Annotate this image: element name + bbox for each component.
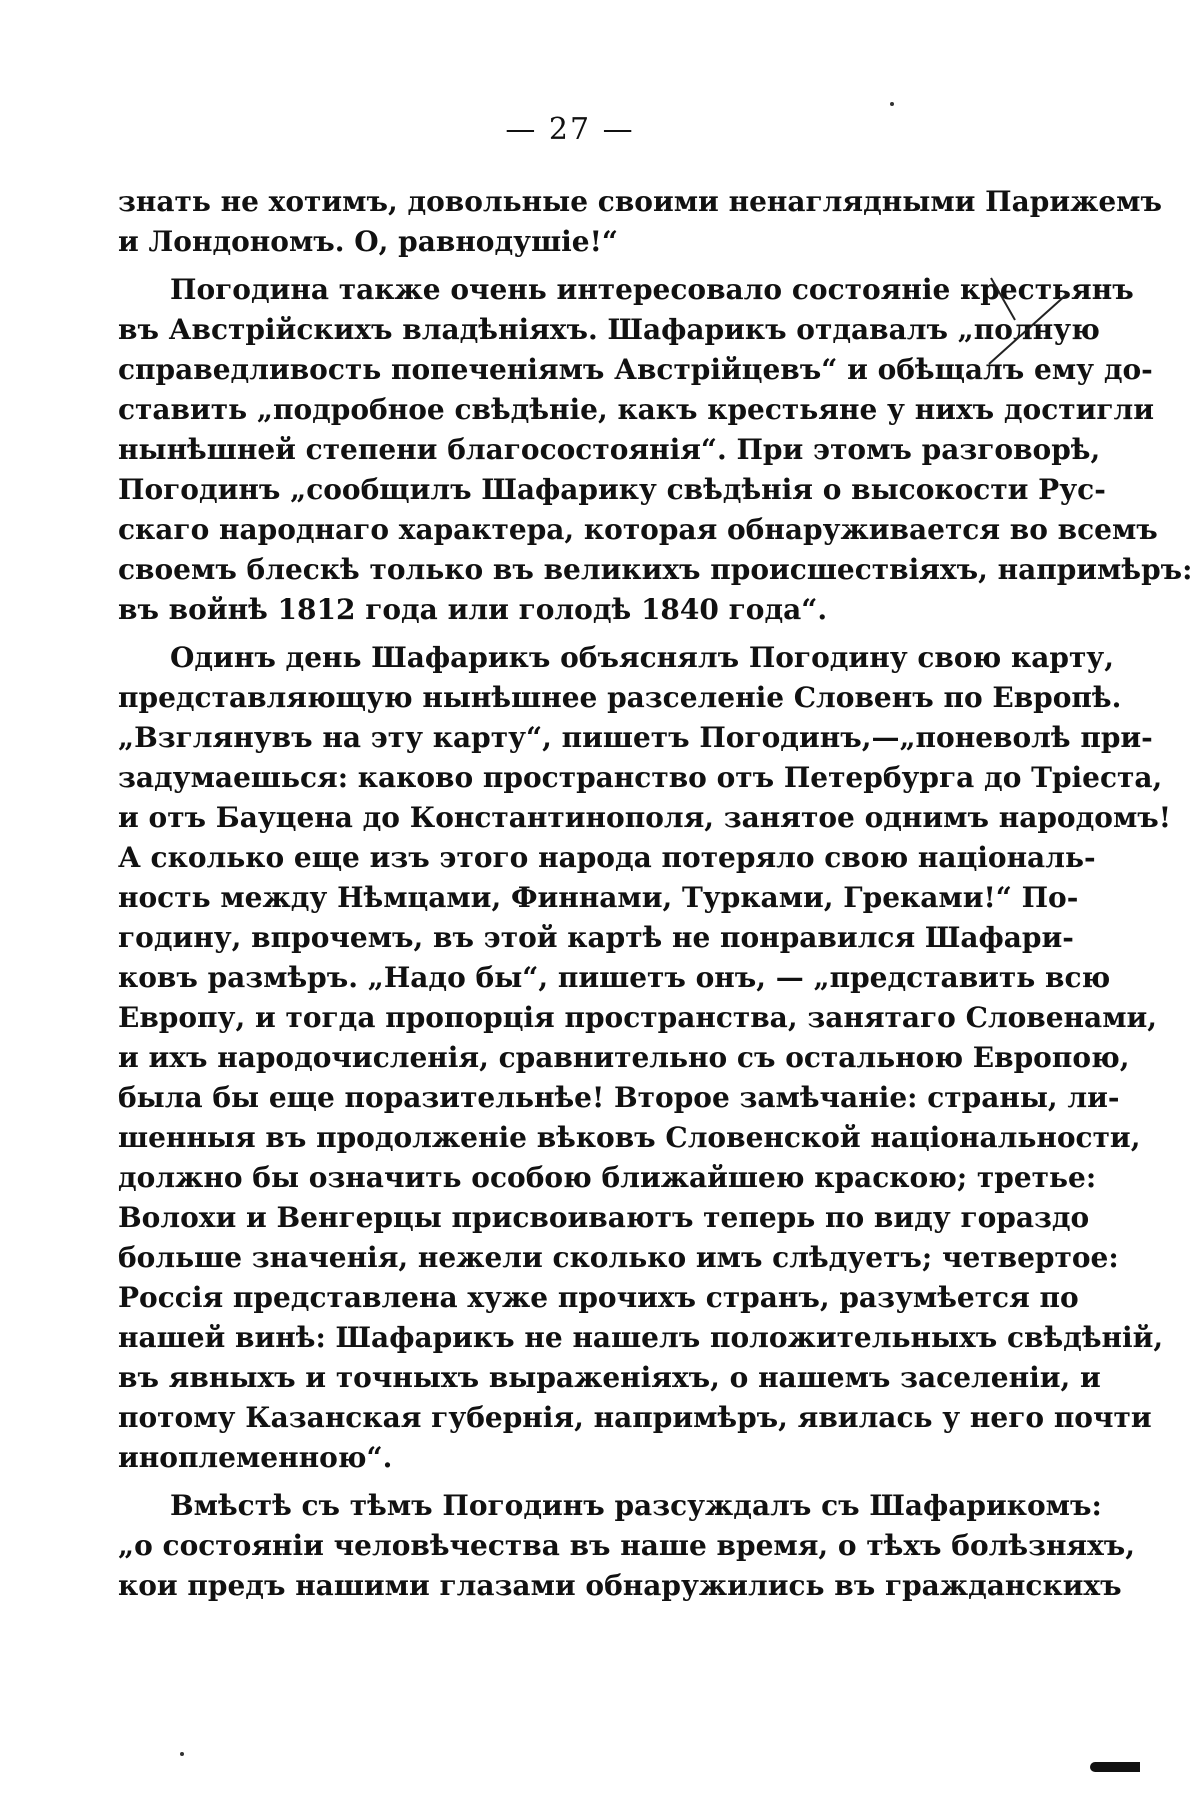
text-line: своемъ блескѣ только въ великихъ происшествіяхъ, напримѣръ: xyxy=(118,553,1192,586)
text-line: нынѣшней степени благосостоянія“. При этомъ разговорѣ, xyxy=(118,433,1101,466)
text-line: и отъ Бауцена до Константинополя, занятое однимъ народомъ! xyxy=(118,801,1172,834)
text-line: шенныя въ продолженіе вѣковъ Словенской національности, xyxy=(118,1121,1141,1154)
text-line: и Лондономъ. О, равнодушіе!“ xyxy=(118,225,619,258)
text-line: ковъ размѣръ. „Надо бы“, пишетъ онъ, — „представить всю xyxy=(118,961,1111,994)
text-line: знать не хотимъ, довольные своими ненаглядными Парижемъ xyxy=(118,185,1162,218)
text-line: должно бы означить особою ближайшею краскою; третье: xyxy=(118,1161,1097,1194)
text-line: задумаешься: каково пространство отъ Петербурга до Тріеста, xyxy=(118,761,1163,794)
text-line: была бы еще поразительнѣе! Второе замѣчаніе: страны, ли- xyxy=(118,1081,1120,1114)
text-line: потому Казанская губернія, напримѣръ, явилась у него почти xyxy=(118,1401,1152,1434)
text-line: кои предъ нашими глазами обнаружились въ гражданскихъ xyxy=(118,1569,1122,1602)
page-number: — 27 — xyxy=(505,112,635,147)
text-line: Волохи и Венгерцы присвоиваютъ теперь по виду гораздо xyxy=(118,1201,1090,1234)
text-line: ность между Нѣмцами, Финнами, Турками, Греками!“ По- xyxy=(118,881,1079,914)
text-line: и ихъ народочисленія, сравнительно съ остальною Европою, xyxy=(118,1041,1130,1074)
text-line: „о состояніи человѣчества въ наше время, о тѣхъ болѣзняхъ, xyxy=(118,1529,1136,1562)
text-line: А сколько еще изъ этого народа потеряло свою національ- xyxy=(118,841,1096,874)
text-line: въ явныхъ и точныхъ выраженіяхъ, о нашемъ заселеніи, и xyxy=(118,1361,1101,1394)
ink-speck xyxy=(890,102,894,106)
text-line: „Взглянувъ на эту карту“, пишетъ Погодинъ,—„поневолѣ при- xyxy=(118,721,1153,754)
paragraph-start-line: Погодина также очень интересовало состояніе крестьянъ xyxy=(170,273,1134,306)
text-line: справедливость попеченіямъ Австрійцевъ“ и обѣщалъ ему до- xyxy=(118,353,1153,386)
text-line: скаго народнаго характера, которая обнаруживается во всемъ xyxy=(118,513,1158,546)
text-line: Погодинъ „сообщилъ Шафарику свѣдѣнія о высокости Рус- xyxy=(118,473,1106,506)
paragraph-start-line: Одинъ день Шафарикъ объяснялъ Погодину свою карту, xyxy=(170,641,1114,674)
paragraph-start-line: Вмѣстѣ съ тѣмъ Погодинъ разсуждалъ съ Шафарикомъ: xyxy=(170,1489,1102,1522)
text-line: больше значенія, нежели сколько имъ слѣдуетъ; четвертое: xyxy=(118,1241,1119,1274)
text-line: представляющую нынѣшнее разселеніе Словенъ по Европѣ. xyxy=(118,681,1122,714)
text-line: Европу, и тогда пропорція пространства, занятаго Словенами, xyxy=(118,1001,1158,1034)
text-line: въ войнѣ 1812 года или голодѣ 1840 года“. xyxy=(118,593,828,626)
page-body-text xyxy=(118,182,1192,1606)
ink-speck xyxy=(180,1752,184,1756)
edge-smudge xyxy=(1090,1762,1140,1772)
text-line: ставить „подробное свѣдѣніе, какъ крестьяне у нихъ достигли xyxy=(118,393,1155,426)
text-line: въ Австрійскихъ владѣніяхъ. Шафарикъ отдавалъ „полную xyxy=(118,313,1100,346)
text-line: Россія представлена хуже прочихъ странъ, разумѣется по xyxy=(118,1281,1079,1314)
text-line: иноплеменною“. xyxy=(118,1441,393,1474)
margin-pencil-mark xyxy=(985,272,1075,372)
text-line: годину, впрочемъ, въ этой картѣ не понравился Шафари- xyxy=(118,921,1074,954)
text-line: нашей винѣ: Шафарикъ не нашелъ положительныхъ свѣдѣній, xyxy=(118,1321,1164,1354)
